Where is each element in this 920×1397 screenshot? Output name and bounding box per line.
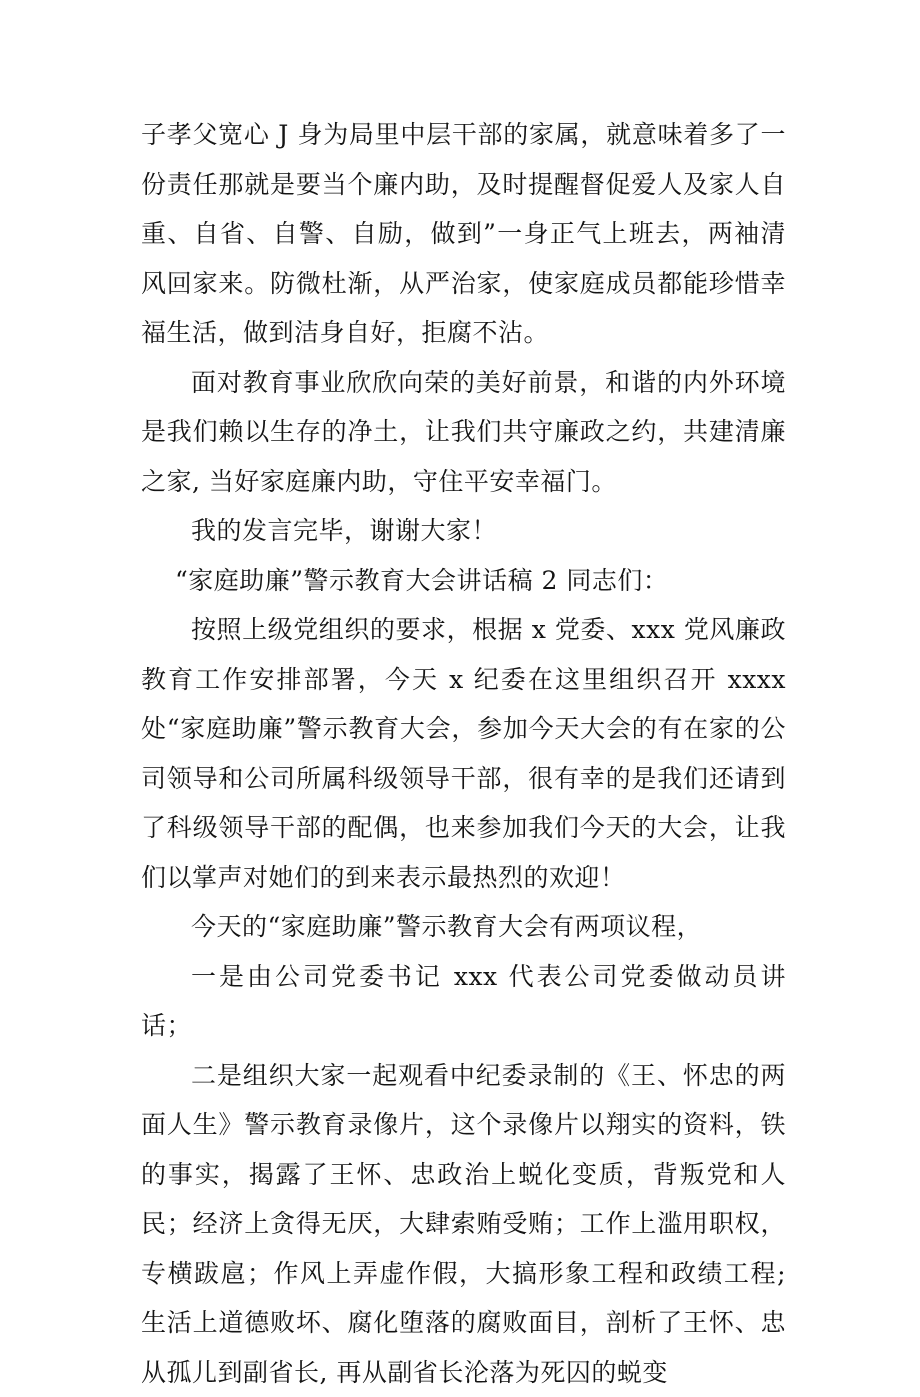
- speech-title: “家庭助廉”警示教育大会讲话稿 2 同志们：: [141, 556, 786, 606]
- paragraph-agenda-intro: 今天的“家庭助廉”警示教育大会有两项议程，: [141, 902, 786, 952]
- paragraph-agenda-item-1: 一是由公司党委书记 xxx 代表公司党委做动员讲话；: [141, 952, 786, 1051]
- paragraph-speech-end: 我的发言完毕，谢谢大家！: [141, 506, 786, 556]
- paragraph-closing-wish: 面对教育事业欣欣向荣的美好前景，和谐的内外环境是我们赖以生存的净土，让我们共守廉政之约，共建清廉之家, 当好家庭廉内助，守住平安幸福门。: [141, 358, 786, 507]
- paragraph-continuation: 子孝父宽心 J 身为局里中层干部的家属，就意味着多了一份责任那就是要当个廉内助，及时提醒督促爱人及家人自重、自省、自警、自励，做到”一身正气上班去，两袖清风回家来。防微杜渐，从严治家，使家庭成员都能珍惜幸福生活，做到洁身自好，拒腐不沾。: [141, 110, 786, 358]
- document-body: [141, 110, 786, 1397]
- paragraph-agenda-item-2: 二是组织大家一起观看中纪委录制的《王、怀忠的两面人生》警示教育录像片，这个录像片以翔实的资料，铁的事实，揭露了王怀、忠政治上蜕化变质，背叛党和人民；经济上贪得无厌，大肆索贿受贿；工作上滥用职权，专横跋扈；作风上弄虚作假，大搞形象工程和政绩工程; 生活上道德败坏、腐化堕落的腐败面目，剖析了王怀、忠从孤儿到副省长, 再从副省长沦落为死囚的蜕变: [141, 1051, 786, 1397]
- paragraph-opening: 按照上级党组织的要求，根据 x 党委、xxx 党风廉政教育工作安排部署，今天 x 纪委在这里组织召开 xxxx 处“家庭助廉”警示教育大会，参加今天大会的有在家的公司领导和公司所属科级领导干部，很有幸的是我们还请到了科级领导干部的配偶，也来参加我们今天的大会，让我们以掌声对她们的到来表示最热烈的欢迎！: [141, 605, 786, 902]
